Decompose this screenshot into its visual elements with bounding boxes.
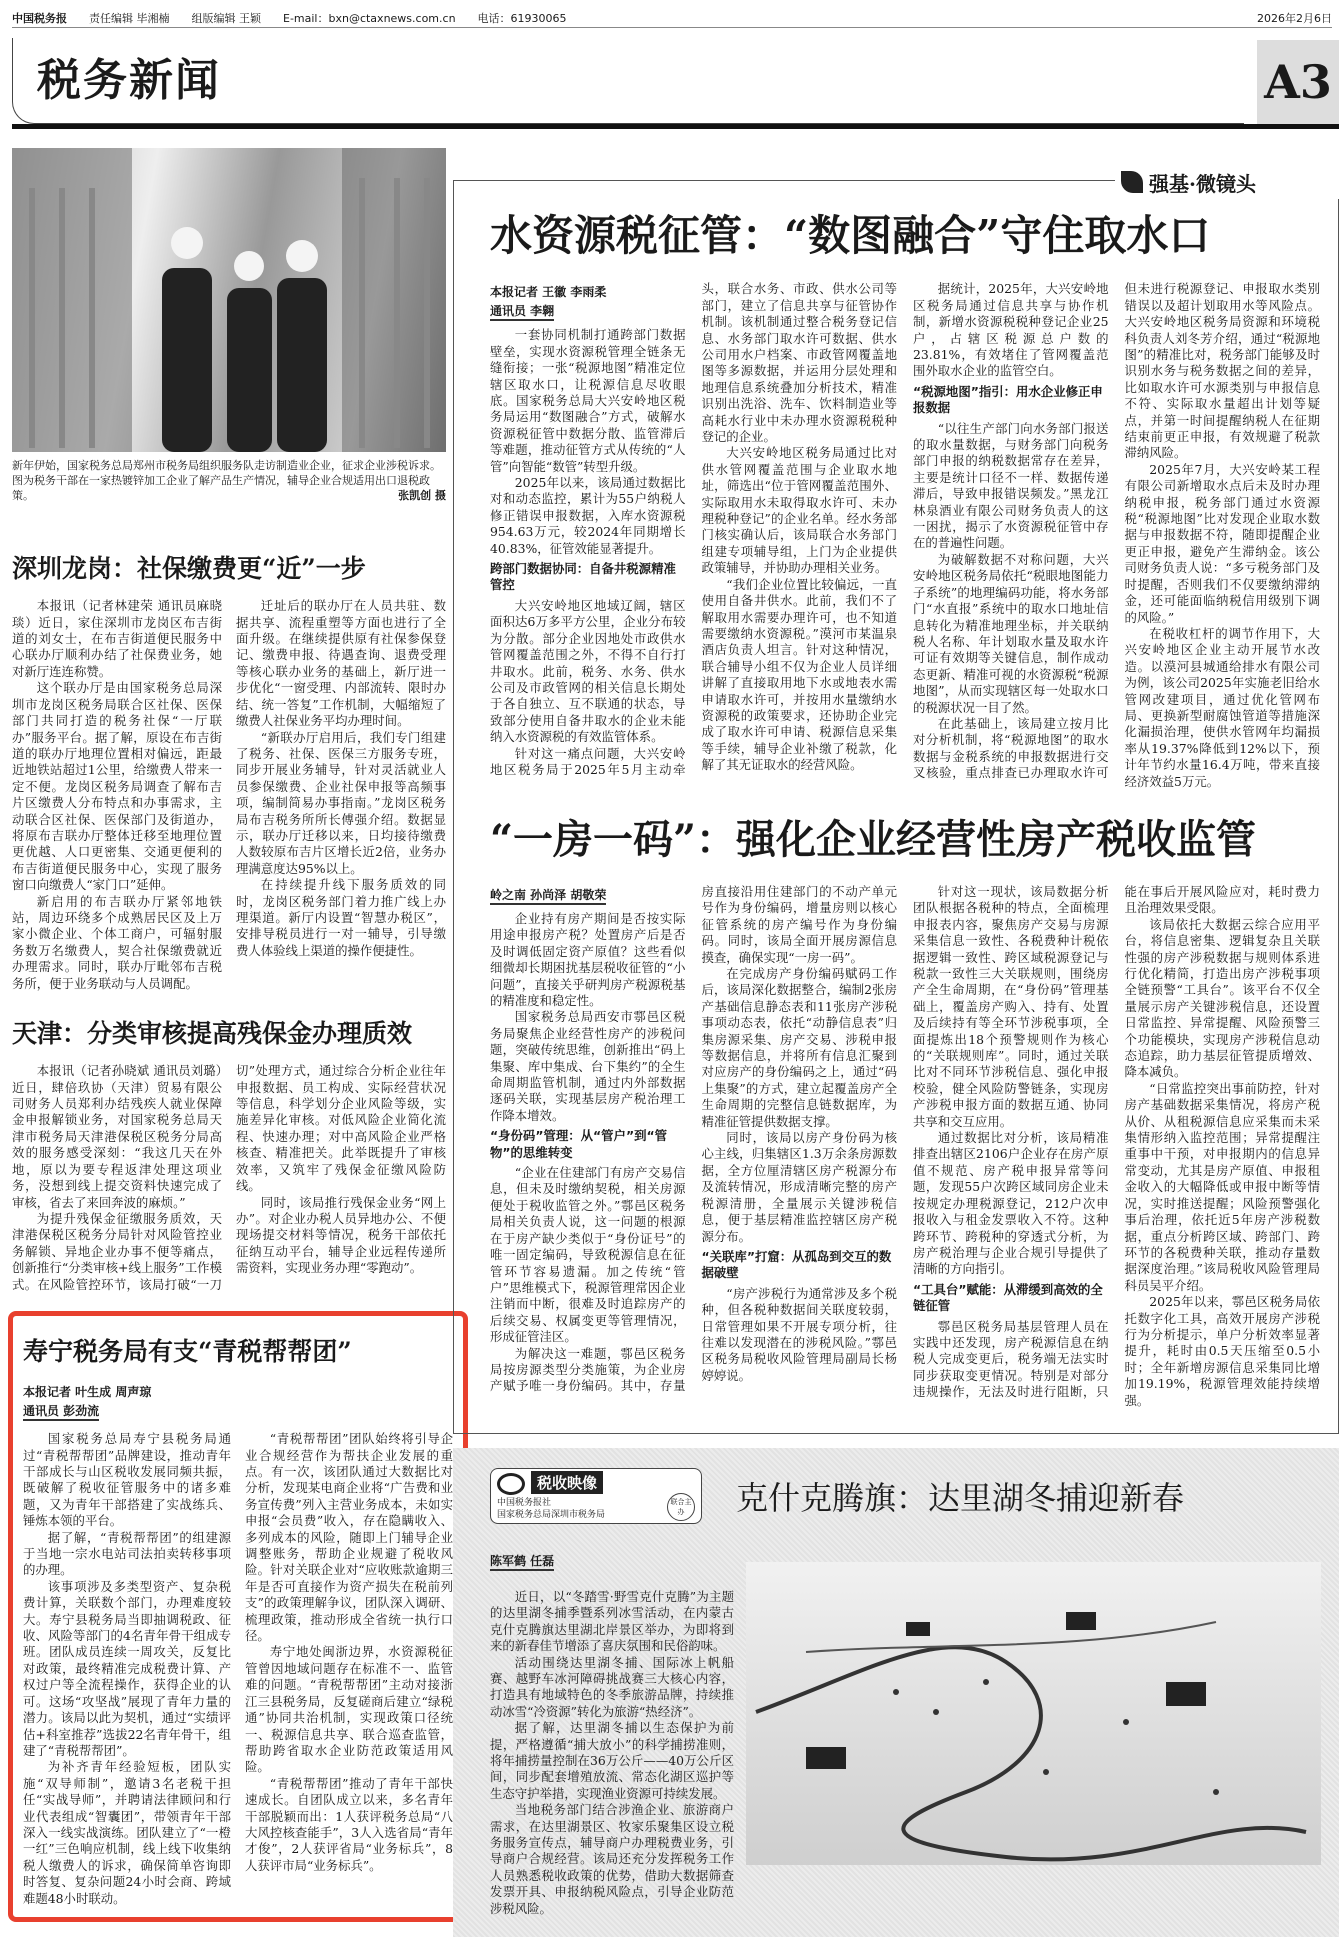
byline-shouning (23, 1381, 453, 1427)
org-1: 中国税务报社 (497, 1497, 552, 1508)
group-editor: 组版编辑 王颖 (191, 11, 261, 25)
byline-photo (490, 1550, 734, 1577)
headline-water: 水资源税征管：“数图融合”守住取水口 (490, 211, 1211, 260)
paragraph: 针对这一现状，该局数据分析团队根据各税种的特点，全面梳理申报表内容，聚焦房产交易与房源采集信息一致性、各税费种计税依据逻辑一致性、跨区域税源登记与税款一致性三大关联规则，围绕房产全生命周期，在“身份码”管理基础上，覆盖房产购入、持有、处置及后续持有等全环节涉税事项，全面提炼出18个预警规则作为核心的“关联规则库”。同时，通过关联比对不同环节涉税信息、强化申报校验，健全风险防警链条，实现房产涉税申报方面的数据互通、协同共享和交互应用。 (913, 883, 1109, 1129)
byline-photographers: 陈军鹤 任磊 (490, 1553, 554, 1571)
article-dali-lake (490, 1589, 734, 1917)
leaf-icon (1121, 171, 1143, 193)
headline-shouning: 寿宁税务局有支“青税帮帮团” (23, 1336, 352, 1366)
article-shenzhen (12, 598, 446, 992)
byline-reporters: 本报记者 叶生成 周声琼 (23, 1385, 152, 1400)
byline-1: 本报记者 王徽 李雨柔 (490, 285, 607, 300)
paragraph: 寿宁地处闽浙边界，水资源税征管曾因地域问题存在标准不一、监管难的问题。“青税帮帮团”主动对接浙江三县税务局，反复磋商后建立“绿税通”协同共治机制，实现政策口径统一、税源信息共享、联合巡查监管，帮助跨省取水企业防范政策适用风险。 (245, 1644, 453, 1775)
paragraph: 本报讯（记者林建荣 通讯员麻晓琰）近日，家住深圳市龙岗区布吉街道的刘女士，在布吉街道便民服务中心联办厅顺利办结了社保费业务，她对新厅连连称赞。 (12, 598, 222, 679)
camera-icon (497, 1473, 525, 1495)
subheading: 跨部门数据协同：自备井税源精准管控 (490, 561, 676, 593)
photo-feature-section (453, 1448, 1339, 1937)
paragraph: 国家税务总局西安市鄠邑区税务局聚焦企业经营性房产的涉税问题，突破传统思维，创新推出“码上集聚、库中集成、台下集约”的全生命周期监管机制，通过内外部数据逐码关联，实现基层房产税治理工作降本增效。 (490, 1009, 686, 1123)
page-number: A3 (1257, 40, 1339, 124)
paragraph: 为解决这一难题，鄠邑区税务局按房源类型分类施策，为企业房产赋予唯一身份编码。其中，存量房直接沿用住建部门的不动产单元号作为身份编码，增量房则以核心征管系统的房产编号作为身份编码。同时，该局全面开展房源信息摸查，确保实现“一房一码”。 (490, 883, 897, 1394)
feature-frame (453, 180, 1339, 1434)
logo-orgs (497, 1497, 605, 1521)
headline-shenzhen: 深圳龙岗：社保缴费更“近”一步 (12, 554, 366, 583)
paragraph: “新联办厅启用后，我们专门组建了税务、社保、医保三方服务专班，同步开展业务辅导，针对灵活就业人员参保缴费、企业社保申报等高频事项，编制简易办事指南。”龙岗区税务局布吉税务所所长傅强介绍。数据显示，联办厅迁移以来，日均接待缴费人数较原布吉片区增长近2倍，业务办理满意度达95%以上。 (236, 729, 446, 876)
paragraph: 这个联办厅是由国家税务总局深圳市龙岗区税务局联合区社保、医保部门共同打造的税务社保“一厅联办”服务平台。据了解，原设在布吉街道的联办厅地理位置相对偏远，距最近地铁站超过1公里，给缴费人带来一定不便。龙岗区税务局调查了解布吉片区缴费人分布特点和办事需求，主动联合区社保、医保部门及街道办，将原布吉联办厅整体迁移至地理位置更优越、人口更密集、交通更便利的布吉街道便民服务中心，实现了服务窗口向缴费人“家门口”延伸。 (12, 680, 222, 893)
paragraph: 在税收杠杆的调节作用下，大兴安岭地区企业主动开展节水改造。以漠河县城通给排水有限公司为例，该公司2025年实施老旧给水管网改建项目，通过优化管网布局、更换新型耐腐蚀管道等措施深化漏损治理，使供水管网年均漏损率从19.37%降低到12%以下，预计年节约水量16.4万吨，带来直接经济效益5万元。 (1124, 625, 1320, 789)
paragraph: 2025年以来，鄠邑区税务局依托数字化工具，高效开展房产涉税行为分析提示，单户分析效率显著提升，耗时由0.5天压缩至0.5小时；全年新增房源信息采集同比增加19.19%，税源管理效能持续增强。 (1124, 1294, 1320, 1408)
phone: 电话：61930065 (477, 11, 567, 25)
paragraph: 通过数据比对分析，该局精准排查出辖区2106户企业存在房产原值不规范、房产税申报异常等问题，发现55户次跨区域同房企业未按规定办理税源登记，212户次申报收入与租金发票收入不符。这种跨环节、跨税种的穿透式分析，为房产税治理与企业合规引导提供了清晰的方向指引。 (913, 1130, 1109, 1277)
byline-2: 通讯员 李翱 (490, 303, 554, 321)
paragraph: 针对这一痛点问题，大兴安岭地区税务局于2025年5月主动牵头，联合水务、市政、供水公司等部门，建立了信息共享与征管协作机制。该机制通过整合税务登记信息、水务部门取水许可数据、供水公司用水户档案、市政管网覆盖地图等多源数据，并运用分层处理和地理信息系统叠加分析技术，精准识别出洗浴、洗车、饮料制造业等高耗水行业中未办理水资源税税种登记的企业。 (490, 281, 897, 777)
byline-1: 岭之南 孙尚泽 胡敬荣 (490, 887, 606, 905)
paragraph: 近日，以“冬踏雪·野雪克什克腾”为主题的达里湖冬捕季暨系列冰雪活动，在内蒙古克什克腾旗达里湖北岸景区举办，为即将到来的新春佳节增添了喜庆氛围和民俗韵味。 (490, 1588, 734, 1654)
paragraph: 为破解数据不对称问题，大兴安岭地区税务局依托“税眼地图能力子系统”的地理编码功能，将水务部门“水直报”系统中的取水口地址信息转化为精准地理坐标，并关联纳税人名称、年计划取水量及取水许可证有效期等关键信息，制作成动态更新、精准可视的水资源税“税源地图”，从而实现辖区每一处取水口的税源状况一目了然。 (913, 551, 1109, 715)
paragraph: 企业持有房产期间是否按实际用途申报房产税？处置房产后是否及时调低固定资产原值？这些看似细微却长期困扰基层税收征管的“小问题”，直接关乎研判房产税源税基的精准度和稳定性。 (490, 910, 686, 1009)
paragraph: “房产涉税行为通常涉及多个税种，但各税种数据间关联度较弱，日常管理如果不开展专项分析，往往难以发现潜在的涉税风险。”鄠邑区税务局税收风险管理局副局长杨婷婷说。 (701, 1285, 897, 1383)
divider (12, 124, 1339, 129)
paragraph: 该局依托大数据云综合应用平台，将信息密集、逻辑复杂且关联性强的房产涉税数据与规则体系进行优化精简，打造出房产涉税事项全链预警“工具台”。该平台不仅全量展示房产关键涉税信息，还设置日常监控、异常提醒、风险预警三个功能模块，实现房产涉税信息动态追踪，助力基层征管提质增效、降本减负。 (1124, 916, 1320, 1080)
paragraph: 同时，该局以房产身份码为核心主线，归集辖区1.3万余条房源数据，全方位厘清辖区房产税源分布及流转情况，形成清晰完整的房产税源清册，全量展示关键涉税信息，便于基层精准监控辖区房产税源分布。 (701, 1130, 897, 1244)
paragraph: 新启用的布吉联办厅紧邻地铁站，周边环绕多个成熟居民区及上万家小微企业、个体工商户，可辐射服务数万名缴费人，契合社保缴费就近办理需求。同时，联办厅毗邻布吉税务所，便于业务联动与人员调配。 (12, 893, 222, 991)
paragraph: 2025年7月，大兴安岭某工程有限公司新增取水点后未及时办理纳税申报，税务部门通过水资源税“税源地图”比对发现企业取水数据与申报数据不符，随即提醒企业更正申报，避免产生滞纳金。该公司财务负责人说：“多亏税务部门及时提醒，否则我们不仅要缴纳滞纳金，还可能面临纳税信用级别下调的风险。” (1124, 461, 1320, 625)
column-tag (1115, 165, 1339, 199)
paragraph: 大兴安岭地区税务局通过比对供水管网覆盖范围与企业取水地址，筛选出“位于管网覆盖范围外、实际取用水未取得取水许可、未办理税种登记”的企业名单。经水务部门核实确认后，该局联合水务部门组建专项辅导组，上门为企业提供政策辅导，并协助办理相关业务。 (701, 445, 897, 576)
paragraph: 2025年以来，该局通过数据比对和动态监控，累计为55户纳税人修正错误申报数据，入库水资源税954.63万元，较2024年同期增长40.83%，征管效能显著提升。 (490, 475, 686, 556)
article-tianjin (12, 1063, 446, 1293)
section-header (12, 38, 1244, 124)
paper-name: 中国税务报 (12, 11, 67, 25)
column-tag-row (453, 165, 1339, 199)
news-photo-factory-visit (12, 148, 446, 452)
headline-tianjin: 天津：分类审核提高残保金办理质效 (12, 1019, 413, 1048)
paragraph: 在完成房产身份编码赋码工作后，该局深化数据整合，编制2张房产基础信息静态表和11张房产涉税事项动态表，依托“动静信息表”归集房源采集、房产交易、涉税申报等数据信息，并将所有信息汇聚到对应房产的身份编码之上，通过“码上集聚”的方式，建立起覆盖房产全生命周期的完整信息链数据库，为精准征管提供数据支撑。 (701, 966, 897, 1129)
article-water (490, 281, 1320, 790)
right-column (453, 165, 1339, 1937)
paragraph: “我们企业位置比较偏远，一直使用自备井供水。此前，我们不了解取用水需要办理许可，也不知道需要缴纳水资源税。”漠河市某温泉酒店负责人坦言。针对这种情况，联合辅导小组不仅为企业人员详细讲解了直接取用地下水或地表水需申请取水许可，并按用水量缴纳水资源税的政策要求，还协助企业完成了取水许可申请、税源信息采集等手续，辅导企业补缴了税款，化解了其无证取水的经营风险。 (701, 576, 897, 773)
photo-feature-text (490, 1550, 734, 1917)
section-title: 税务新闻 (37, 55, 221, 106)
paragraph: 该事项涉及多类型资产、复杂税费计算，关联数个部门，办理难度较大。寿宁县税务局当即抽调税政、征收、风险等部门的4名青年骨干组成专班。团队成员连续一周攻关，反复比对政策，最终精准完成税费计算、产权过户等全流程操作，获得企业的认可。这场“攻坚战”展现了青年力量的潜力。该局以此为契机，通过“实绩评估+科室推荐”选拔22名青年骨干，组建了“青税帮帮团”。 (23, 1578, 231, 1758)
email: E-mail：bxn@ctaxnews.com.cn (283, 11, 456, 25)
paragraph: 为补齐青年经验短板，团队实施“双导师制”，邀请3名老税干担任“实战导师”，并聘请法律顾问和行业代表组成“智囊团”，带领青年干部深入一线实战演练。团队建立了“一橙一红”三色响应机制，线上线下收集纳税人缴费人的诉求，确保简单咨询即时答复、复杂问题24小时会商、跨域难题48小时联动。 (23, 1759, 231, 1906)
paragraph: 在此基础上，该局建立按月比对分析机制，将“税源地图”的取水数据与金税系统的申报数据进行交叉核验，重点排查已办理取水许可但未进行税源登记、申报取水类别错误以及超计划取用水等风险点。大兴安岭地区税务局资源和环境税科负责人刘冬芳介绍，通过“税源地图”的精准比对，税务部门能够及时识别水务与税务数据之间的差异，比如取水许可水源类别与申报信息不符、实际取水量超出计划等疑点，并第一时间提醒纳税人在征期结束前更正申报，有效规避了税款滞纳风险。 (913, 281, 1320, 781)
winter-fishing-photo (746, 1562, 1321, 1865)
byline (490, 281, 686, 327)
paragraph: “企业在住建部门有房产交易信息，但未及时缴纳契税，相关房源便处于税收监管之外。”鄠邑区税务局相关负责人说，这一问题的根源在于房产缺少类似于“身份证号”的唯一固定编码，导致税源信息在征管环节容易遗漏。加之传统“管户”思维模式下，税源管理常因企业注销而中断，很难及时追踪房产的后续交易、权属变更等管理情况，形成征管洼区。 (490, 1165, 686, 1345)
headline-house: “一房一码”：强化企业经营性房产税收监管 (490, 815, 1257, 863)
paragraph: 据了解，达里湖冬捕以生态保护为前提，严格遵循“捕大放小”的科学捕捞准则，将年捕捞量控制在36万公斤——40万公斤区间，同步配套增殖放流、常态化湖区巡护等生态守护举措，实现渔业资源可持续发展。 (490, 1720, 734, 1801)
subheading: “工具台”赋能：从滞缓到高效的全链征管 (913, 1281, 1103, 1314)
paragraph: 大兴安岭地区地域辽阔，辖区面积达6万多平方公里，企业分布较为分散。部分企业因地处市政供水管网覆盖范围之外，不得不自行打井取水。此前，税务、水务、供水公司及市政管网的相关信息长期处于各自独立、互不联通的状态，导致部分使用自备井取水的企业未能纳入水资源税的有效监管体系。 (490, 597, 686, 745)
org-2: 国家税务总局深圳市税务局 (497, 1509, 606, 1520)
article-house (490, 884, 1320, 1409)
paragraph: “日常监控突出事前防控，针对房产基础数据采集情况，将房产税从价、从租税源信息应采集而未采集情形纳入监控范围；异常提醒注重事中干预，对申报期内的信息异常变动，尤其是房产原值、申报租金收入的大幅降低或申报中断等情况，实时推送提醒；风险预警强化事后治理，依托近5年房产涉税数据，重点分析跨区域、跨部门、跨环节的各税费种关联，推动存量数据深度治理。”该局税收风险管理局科员吴平介绍。 (1124, 1080, 1320, 1293)
issue-date: 2026年2月6日 (1257, 11, 1332, 25)
paragraph: “以往生产部门向水务部门报送的取水量数据，与财务部门向税务部门申报的纳税数据常存在差异，主要是统计口径不一样、数据传递滞后，导致申报错误频发。”黑龙江林泉酒业有限公司财务负责人的这一困扰，揭示了水资源税征管中存在的普遍性问题。 (913, 420, 1109, 551)
co-host-seal: 联合主办 (667, 1493, 695, 1521)
photo-feature-header (490, 1468, 1320, 1524)
photo-illustration (12, 148, 446, 452)
caption-text: 新年伊始，国家税务总局郑州市税务局组织服务队走访制造业企业，征求企业涉税诉求。图为税务干部在一家热镀锌加工企业了解产品生产情况，辅导企业合规适用出口退税政策。 (12, 459, 441, 502)
subheading: “身份码”管理：从“管户”到“管物”的思维转变 (490, 1128, 668, 1160)
paragraph: 一套协同机制打通跨部门数据壁垒，实现水资源税管理全链条无缝衔接；一张“税源地图”精准定位辖区取水口，让税源信息尽收眼底。国家税务总局大兴安岭地区税务局运用“数图融合”方式，破解水资源税征管中数据分散、监管滞后等难题，推动征管方式从传统的“人管”向智能“数管”转型升级。 (490, 327, 686, 474)
column-tag-label: 强基·微镜头 (1149, 171, 1256, 196)
photo-credit: 张凯创 摄 (398, 489, 446, 502)
paragraph: 迁址后的联办厅在人员共驻、数据共享、流程重塑等方面也进行了全面升级。在继续提供原有社保参保登记、缴费申报、待遇查询、退费受理等核心联办业务的基础上，新厅进一步优化“一窗受理、内部流转、限时办结、统一答复”工作机制，大幅缩短了缴费人社保业务平均办理时间。 (236, 598, 446, 729)
editor: 责任编辑 毕湘楠 (89, 11, 170, 25)
paragraph: 本报讯（记者孙晓斌 通讯员刘璐）近日，肆倍玖协（天津）贸易有限公司财务人员郑利办结残疾人就业保障金申报解锁业务，对国家税务总局天津市税务局天津港保税区税务分局高效的服务感受深刻：“我这几天在外地，原以为要专程返津处理这项业务，没想到线上提交资料快速完成了审核，省去了来回奔波的麻烦。” (12, 1063, 222, 1210)
article-shouning (23, 1431, 453, 1907)
left-column (12, 148, 453, 1922)
subheading: “税源地图”指引：用水企业修正申报数据 (913, 383, 1103, 416)
highlight-box (8, 1311, 468, 1922)
paragraph: 在持续提升线下服务质效的同时，龙岗区税务部门着力推广线上办理渠道。新厅内设置“智慧办税区”，安排导税员进行一对一辅导，引导缴费人体验线上渠道的操作便捷性。 (236, 877, 446, 958)
photo-illustration-lake (746, 1562, 1321, 1865)
paragraph: 国家税务总局寿宁县税务局通过“青税帮帮团”品牌建设，推动青年干部成长与山区税收发展同频共振，既破解了税收征管服务中的诸多难题，又为青年干部搭建了实战练兵、锤炼本领的平台。 (23, 1431, 231, 1529)
paragraph: 当地税务部门结合涉渔企业、旅游商户需求，在达里湖景区、牧家乐聚集区设立税务服务宣传点，辅导商户办理税费业务，引导商户合规经营。该局还充分发挥税务工作人员熟悉税收政策的优势，借助大数据筛查发票开具、申报纳税风险点，引导企业防范涉税风险。 (490, 1802, 734, 1916)
logo-text: 税收映像 (531, 1471, 603, 1494)
byline-correspondent: 通讯员 彭劲流 (23, 1403, 99, 1421)
headline-dali-lake: 克什克腾旗：达里湖冬捕迎新春 (736, 1478, 1185, 1517)
byline (490, 884, 686, 911)
paragraph: “青税帮帮团”团队始终将引导企业合规经营作为帮扶企业发展的重点。有一次，该团队通过大数据比对分析，发现某电商企业将“广告费和业务宣传费”列入主营业务成本，未如实申报“会员费”收入，存在隐瞒收入、多列成本的风险，随即上门辅导企业调整账务，帮助企业规避了税收风险。针对关联企业对“应收账款逾期三年是否可直接作为资产损失在税前列支”的政策理解争议，团队深入调研、梳理政策，推动形成全省统一执行口径。 (245, 1431, 453, 1644)
column-logo (490, 1468, 702, 1524)
paragraph: 为提升残保金征缴服务质效，天津港保税区税务分局针对风险管控业务解锁、异地企业办事不便等痛点，创新推行“分类审核+线上服务”工作模式。在风险管控环节，该局打破“一刀切”处理方式，通过综合分析企业往年申报数据、员工构成、实际经营状况等信息，科学划分企业风险等级，实施差异化审核。对低风险企业简化流程、快速办理；对中高风险企业严格核查、精准把关。此举既提升了审核效率，又筑牢了残保金征缴风险防线。 (12, 1063, 446, 1292)
subheading: “关联库”打窟：从孤岛到交互的数据破壁 (701, 1248, 892, 1281)
paragraph: 鄠邑区税务局基层管理人员在实践中还发现，房产税源信息在纳税人完成变更后，税务端无法实时同步获取变更情况。特别是对部分违规操作，无法及时进行阻断，只能在事后开展风险应对，耗时费力且治理效果受限。 (913, 883, 1320, 1400)
paragraph: “青税帮帮团”推动了青年干部快速成长。自团队成立以来，多名青年干部脱颖而出：1人获评税务总局“八大风控核查能手”，3人入选省局“青年才俊”，2人获评省局“业务标兵”，8人获评市局“业务标兵”。 (245, 1775, 453, 1873)
paragraph: 同时，该局推行残保金业务“网上办”。对企业办税人员异地办公、不便现场提交材料等情况，税务干部依托征纳互动平台，辅导企业远程传递所需资料，实现业务办理“零跑动”。 (236, 1194, 446, 1276)
paragraph: 据了解，“青税帮帮团”的组建源于当地一宗水电站司法拍卖转移事项的办理。 (23, 1529, 231, 1578)
masthead-bar (12, 8, 1332, 28)
photo-feature-body (490, 1550, 1320, 1917)
paragraph: 据统计，2025年，大兴安岭地区税务局通过信息共享与协作机制，新增水资源税税种登记企业25户，占辖区税源总户数的23.81%，有效堵住了管网覆盖范围外取水企业的监管空白。 (913, 281, 1109, 379)
paragraph: 活动围绕达里湖冬捕、国际冰上帆船赛、越野车冰河障碍挑战赛三大核心内容，打造具有地域特色的冬季旅游品牌，持续推动冰雪“冷资源”转化为旅游“热经济”。 (490, 1654, 734, 1719)
photo-caption (12, 458, 446, 503)
